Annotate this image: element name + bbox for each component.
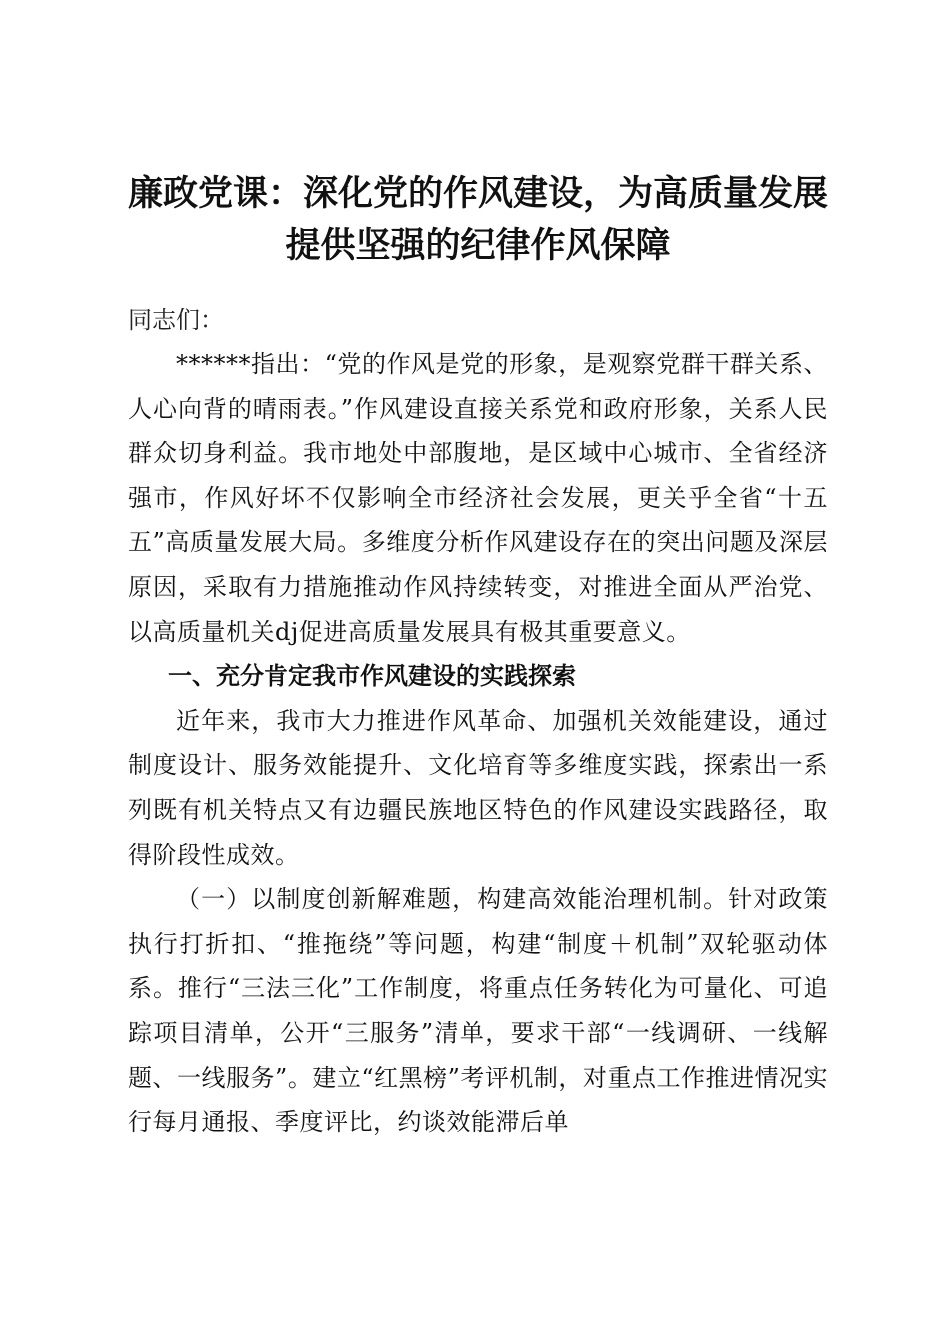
document-title [128,168,828,272]
title-line-1: 廉政党课：深化党的作风建设，为高质量发展 [128,173,829,214]
title-line-2: 提供坚强的纪律作风保障 [285,225,671,266]
paragraph-section1-intro: 近年来，我市大力推进作风革命、加强机关效能建设，通过制度设计、服务效能提升、文化培育等多维度实践，探索出一系列既有机关特点又有边疆民族地区特色的作风建设实践路径，取得阶段性成效。 [128,706,828,869]
salutation: 同志们： [128,306,224,334]
document-body [128,168,828,1145]
paragraph-intro: ******指出：“党的作风是党的形象，是观察党群干群关系、人心向背的晴雨表。”作风建设直接关系党和政府形象，关系人民群众切身利益。我市地处中部腹地，是区域中心城市、全省经济强市，作风好坏不仅影响全市经济社会发展，更关乎全省“十五五”高质量发展大局。多维度分析作风建设存在的突出问题及深层原因，采取有力措施推动作风持续转变，对推进全面从严治党、以高质量机关dj促进高质量发展具有极其重要意义。 [128,350,828,646]
paragraph-subsection-1: （一）以制度创新解难题，构建高效能治理机制。针对政策执行打折扣、“推拖绕”等问题，构建“制度＋机制”双轮驱动体系。推行“三法三化”工作制度，将重点任务转化为可量化、可追踪项目清单，公开“三服务”清单，要求干部“一线调研、一线解题、一线服务”。建立“红黑榜”考评机制，对重点工作推进情况实行每月通报、季度评比，约谈效能滞后单 [128,885,828,1137]
section-heading-1: 一、充分肯定我市作风建设的实践探索 [168,661,576,691]
